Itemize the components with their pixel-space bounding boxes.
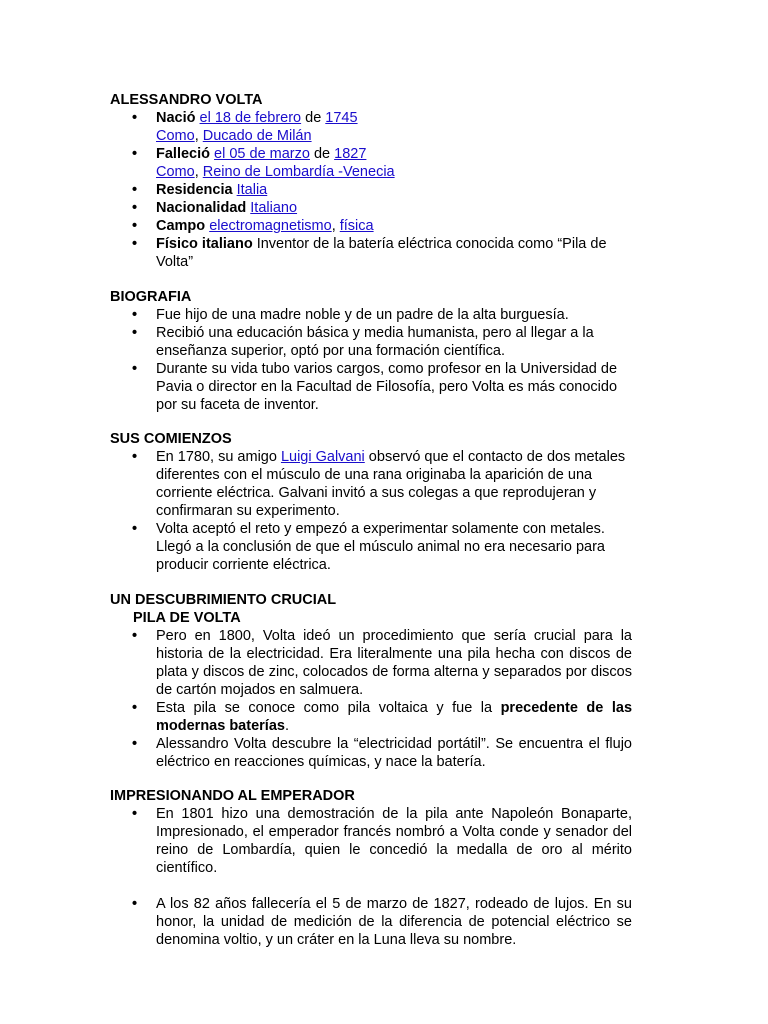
birth-city-link[interactable]: Como — [156, 128, 195, 144]
list-item-text: Pero en 1800, Volta ideó un procedimiento que sería crucial para la historia de la electricidad. Era literalmente una pila hecha con discos de plata y discos de zinc, colocados de forma alterna y separados por discos de cartón mojados en salmuera. — [156, 628, 632, 698]
bold-phrase: precedente de las modernas baterías — [156, 700, 633, 734]
death-year-link[interactable]: 1827 — [334, 146, 367, 162]
bullet-icon: • — [132, 236, 138, 252]
bullet-icon: • — [132, 521, 138, 537]
list-item — [0, 448, 632, 520]
list-item-text: En 1801 hizo una demostración de la pila ante Napoleón Bonaparte, Impresionado, el emperador francés nombró a Volta conde y senador del reino de Lombardía, quien le concedió la medalla de oro al mérito científico. — [156, 806, 632, 876]
text-fragment: observó que el contacto de dos metales diferentes con el músculo de una rana originaba la aparición de una corriente eléctrica. Galvani invitó a sus colegas a que reprodujeran y confirmaran su experimento. — [156, 449, 626, 519]
emperador-list — [0, 805, 632, 949]
birth-year-link[interactable]: 1745 — [325, 110, 358, 126]
fact-label: Residencia — [156, 182, 233, 198]
fact-label: Nacionalidad — [156, 200, 247, 216]
bullet-icon: • — [132, 736, 138, 752]
text-fragment: . — [284, 718, 289, 734]
biografia-list — [0, 306, 632, 414]
comienzos-list — [0, 448, 632, 574]
text-fragment: , — [331, 218, 340, 234]
list-item-text: A los 82 años fallecería el 5 de marzo de 1827, rodeado de lujos. En su honor, la unidad de medición de la diferencia de potencial eléctrico se denomina voltio, y un cráter en la Luna lleva su nombre. — [156, 896, 632, 948]
bullet-icon: • — [132, 896, 138, 912]
fact-label: Falleció — [156, 146, 210, 162]
heading-impresionando-emperador: IMPRESIONANDO AL EMPERADOR — [110, 788, 355, 804]
death-kingdom-link[interactable]: Reino de Lombardía -Venecia — [202, 164, 395, 180]
list-item-text: Volta aceptó el reto y empezó a experimentar solamente con metales. Llegó a la conclusión de que el músculo animal no era necesario para producir corriente eléctrica. — [156, 521, 605, 573]
volta-facts-list — [0, 109, 632, 271]
fact-residencia — [0, 181, 632, 199]
residence-link[interactable]: Italia — [236, 182, 268, 198]
nationality-link[interactable]: Italiano — [250, 200, 298, 216]
bullet-icon: • — [132, 182, 138, 198]
bullet-icon: • — [132, 110, 138, 126]
fact-fisico — [0, 235, 632, 271]
heading-alessandro-volta: ALESSANDRO VOLTA — [110, 92, 263, 108]
fact-label: Nació — [156, 110, 196, 126]
list-item — [0, 735, 632, 771]
list-item-text: Durante su vida tubo varios cargos, como profesor en la Universidad de Pavia o director en la Facultad de Filosofía, pero Volta es más conocido por su faceta de inventor. — [156, 361, 618, 413]
fact-text: Inventor de la batería eléctrica conocida como “Pila de Volta” — [156, 236, 607, 270]
fact-nacio — [0, 109, 632, 145]
bullet-icon: • — [132, 361, 138, 377]
fact-label: Campo — [156, 218, 206, 234]
fact-fallecio — [0, 145, 632, 181]
heading-biografia: BIOGRAFIA — [110, 289, 192, 305]
field-physics-link[interactable]: física — [339, 218, 374, 234]
bullet-icon: • — [132, 628, 138, 644]
text-fragment: En 1780, su amigo — [156, 449, 281, 465]
death-city-link[interactable]: Como — [156, 164, 195, 180]
list-item-text: Fue hijo de una madre noble y de un padre de la alta burguesía. — [156, 307, 569, 323]
text-fragment: , — [194, 128, 203, 144]
bullet-icon: • — [132, 325, 138, 341]
subheading-pila-de-volta: PILA DE VOLTA — [133, 610, 241, 626]
list-item — [0, 306, 632, 324]
text-fragment: de — [309, 146, 335, 162]
bullet-icon: • — [132, 200, 138, 216]
list-item — [0, 627, 632, 699]
list-item — [0, 895, 632, 949]
heading-descubrimiento-crucial: UN DESCUBRIMIENTO CRUCIAL — [110, 592, 337, 608]
list-item — [0, 360, 632, 414]
descubrimiento-list — [0, 627, 632, 771]
text-fragment: Esta pila se conoce como pila voltaica y fue la — [156, 700, 501, 716]
fact-label: Físico italiano — [156, 236, 253, 252]
text-fragment: , — [194, 164, 203, 180]
bullet-icon: • — [132, 307, 138, 323]
heading-sus-comienzos: SUS COMIENZOS — [110, 431, 232, 447]
birth-date-link[interactable]: el 18 de febrero — [199, 110, 302, 126]
death-date-link[interactable]: el 05 de marzo — [214, 146, 310, 162]
list-item — [0, 699, 632, 735]
fact-nacionalidad — [0, 199, 632, 217]
text-fragment: de — [301, 110, 326, 126]
bullet-icon: • — [132, 449, 138, 465]
list-item — [0, 805, 632, 877]
list-item-text: Alessandro Volta descubre la “electricidad portátil”. Se encuentra el flujo eléctrico en reacciones químicas, y nace la batería. — [156, 736, 632, 770]
list-item — [0, 324, 632, 360]
bullet-icon: • — [132, 146, 138, 162]
list-item — [0, 520, 632, 574]
fact-campo — [0, 217, 632, 235]
luigi-galvani-link[interactable]: Luigi Galvani — [280, 449, 365, 465]
bullet-icon: • — [132, 218, 138, 234]
bullet-icon: • — [132, 700, 138, 716]
birth-duchy-link[interactable]: Ducado de Milán — [202, 128, 312, 144]
bullet-icon: • — [132, 806, 138, 822]
list-item-text: Recibió una educación básica y media humanista, pero al llegar a la enseñanza superior, optó por una formación científica. — [156, 325, 594, 359]
field-electromagnetism-link[interactable]: electromagnetismo — [209, 218, 332, 234]
